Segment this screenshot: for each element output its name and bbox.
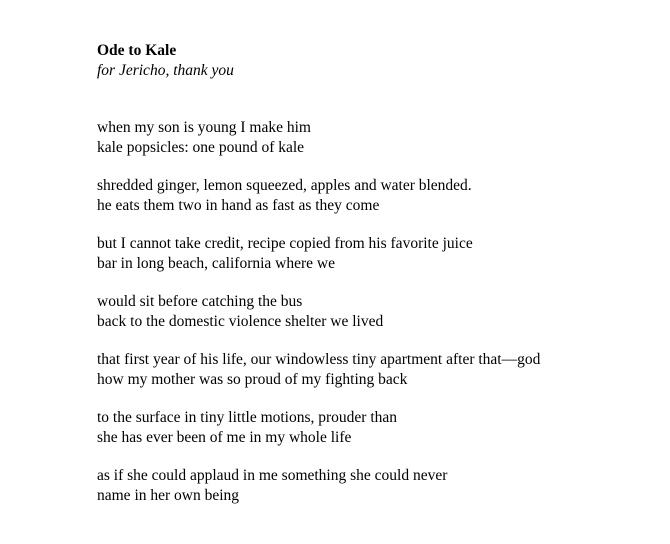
poem-line: shredded ginger, lemon squeezed, apples and water blended. (97, 177, 472, 194)
poem-title: Ode to Kale (97, 42, 177, 59)
poem-line: name in her own being (97, 486, 240, 504)
poem-page (97, 41, 657, 524)
stanza-2 (97, 176, 657, 215)
poem-line: bar in long beach, california where we (97, 254, 335, 272)
stanza-7 (97, 466, 657, 505)
poem-line: to the surface in tiny little motions, prouder than (97, 409, 398, 426)
poem-line: kale popsicles: one pound of kale (97, 138, 305, 156)
stanza-6 (97, 408, 657, 447)
poem-line: he eats them two in hand as fast as they come (97, 196, 380, 214)
stanza-5 (97, 350, 657, 389)
poem-line: would sit before catching the bus (97, 293, 303, 310)
stanza-4 (97, 292, 657, 331)
poem-line: that first year of his life, our windowless tiny apartment after that—god (97, 351, 541, 368)
poem-line: when my son is young I make him (97, 119, 311, 136)
poem-body (97, 118, 657, 505)
stanza-1 (97, 118, 657, 157)
stanza-3 (97, 234, 657, 273)
poem-line: she has ever been of me in my whole life (97, 428, 352, 446)
poem-line: as if she could applaud in me something she could never (97, 467, 448, 484)
poem-line: but I cannot take credit, recipe copied from his favorite juice (97, 235, 473, 252)
poem-dedication: for Jericho, thank you (97, 62, 234, 79)
poem-line: back to the domestic violence shelter we lived (97, 312, 384, 330)
poem-line: how my mother was so proud of my fighting back (97, 370, 408, 388)
